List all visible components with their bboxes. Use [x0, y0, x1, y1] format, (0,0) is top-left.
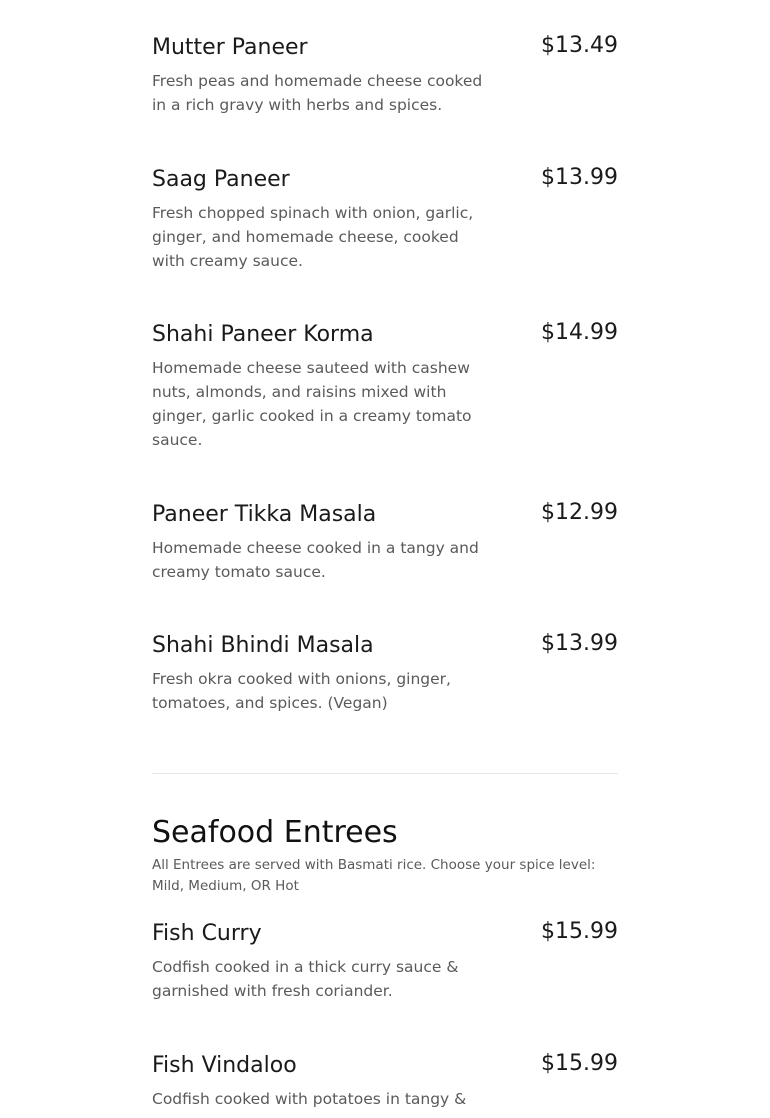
item-price: $13.99 — [541, 165, 618, 190]
item-description: Homemade cheese cooked in a tangy and creamy tomato sauce. — [152, 539, 479, 581]
item-name: Fish Vindaloo — [152, 1053, 297, 1078]
section-note: All Entrees are served with Basmati rice. Choose your spice level: Mild, Medium, OR Hot — [152, 857, 596, 894]
section-divider — [152, 773, 618, 774]
item-description: Fresh okra cooked with onions, ginger, tomatoes, and spices. (Vegan) — [152, 670, 451, 712]
item-price: $15.99 — [541, 1051, 618, 1076]
item-name: Saag Paneer — [152, 167, 290, 192]
item-name: Paneer Tikka Masala — [152, 502, 377, 527]
item-description: Codfish cooked in a thick curry sauce & garnished with fresh coriander. — [152, 958, 459, 1000]
item-description: Codfish cooked with potatoes in tangy & — [152, 1090, 467, 1108]
item-name: Fish Curry — [152, 921, 262, 946]
item-price: $12.99 — [541, 500, 618, 525]
item-price: $15.99 — [541, 919, 618, 944]
item-description: Fresh peas and homemade cheese cooked in a rich gravy with herbs and spices. — [152, 72, 483, 114]
item-name: Shahi Bhindi Masala — [152, 633, 374, 658]
item-description: Homemade cheese sauteed with cashew nuts, almonds, and raisins mixed with ginger, garlic cooked in a creamy tomato sauce. — [152, 359, 472, 449]
item-price: $13.99 — [541, 631, 618, 656]
item-price: $14.99 — [541, 320, 618, 345]
item-price: $13.49 — [541, 33, 618, 58]
item-name: Shahi Paneer Korma — [152, 322, 374, 347]
item-name: Mutter Paneer — [152, 35, 308, 60]
item-description: Fresh chopped spinach with onion, garlic, ginger, and homemade cheese, cooked with creamy sauce. — [152, 204, 474, 270]
section-title: Seafood Entrees — [152, 815, 398, 850]
